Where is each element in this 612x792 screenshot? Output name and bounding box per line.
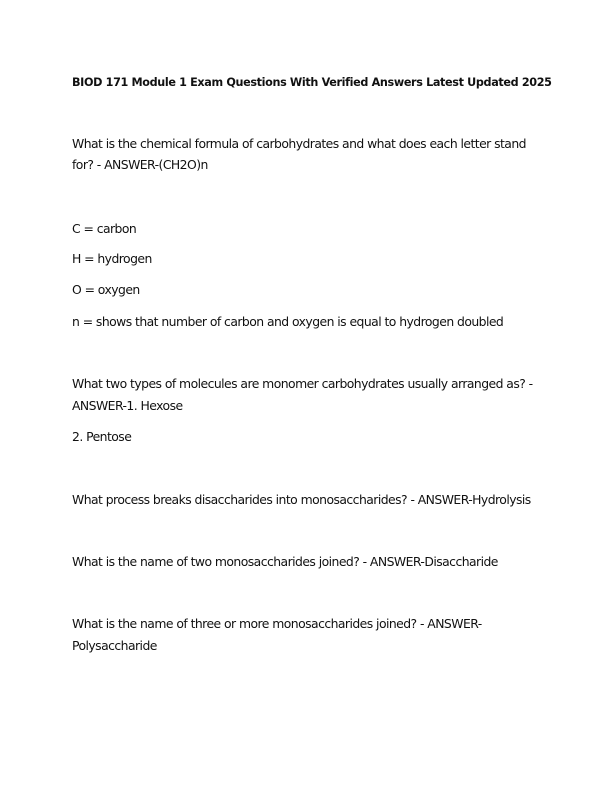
answer-oxygen-line: O = oxygen — [72, 282, 140, 297]
answer-n-line: n = shows that number of carbon and oxygen is equal to hydrogen doubled — [72, 314, 504, 329]
question-5-line-2: Polysaccharide — [72, 638, 157, 653]
question-3-line: What process breaks disaccharides into monosaccharides? - ANSWER-Hydrolysis — [72, 492, 531, 507]
question-2-line-1: What two types of molecules are monomer carbohydrates usually arranged as? - — [72, 376, 533, 391]
question-1-line-1: What is the chemical formula of carbohydrates and what does each letter stand — [72, 136, 526, 151]
question-1-line-2: for? - ANSWER-(CH2O)n — [72, 157, 208, 172]
question-5-line-1: What is the name of three or more monosaccharides joined? - ANSWER- — [72, 616, 482, 631]
question-4-line: What is the name of two monosaccharides joined? - ANSWER-Disaccharide — [72, 554, 498, 569]
document-title: BIOD 171 Module 1 Exam Questions With Verified Answers Latest Updated 2025 — [72, 76, 552, 89]
answer-hydrogen-line: H = hydrogen — [72, 251, 152, 266]
question-2-line-2: ANSWER-1. Hexose — [72, 398, 183, 413]
question-2-line-3: 2. Pentose — [72, 429, 132, 444]
answer-carbon-line: C = carbon — [72, 221, 137, 236]
